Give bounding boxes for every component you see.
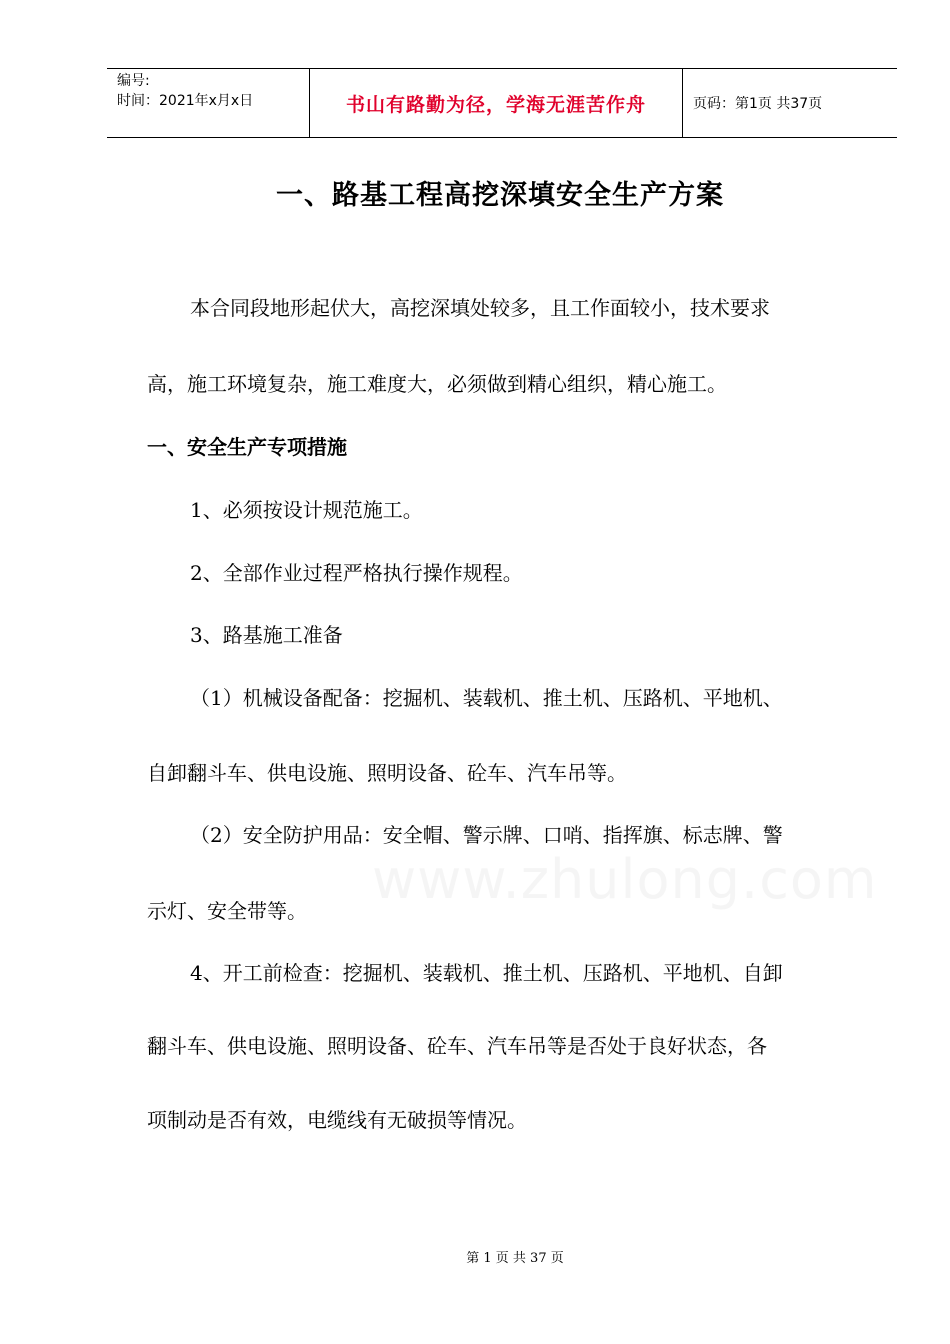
header-motto-cell xyxy=(310,69,683,137)
time-label: 时间：2021年x月x日 xyxy=(117,93,254,109)
document-title: 一、路基工程高挖深填安全生产方案 xyxy=(276,180,724,211)
item-2: 2、全部作业过程严格执行操作规程。 xyxy=(190,561,523,585)
item-4-line-2: 翻斗车、供电设施、照明设备、砼车、汽车吊等是否处于良好状态，各 xyxy=(147,1034,767,1058)
item-3: 3、路基施工准备 xyxy=(190,623,343,647)
page-info: 页码：第1页 共37页 xyxy=(693,96,823,112)
item-1: 1、必须按设计规范施工。 xyxy=(190,498,423,522)
intro-line-1: 本合同段地形起伏大，高挖深填处较多，且工作面较小，技术要求 xyxy=(190,296,770,320)
intro-line-2: 高，施工环境复杂，施工难度大，必须做到精心组织，精心施工。 xyxy=(147,372,727,396)
sub-2-line-1: （2）安全防护用品：安全帽、警示牌、口哨、指挥旗、标志牌、警 xyxy=(190,823,783,847)
motto: 书山有路勤为径，学海无涯苦作舟 xyxy=(345,93,646,116)
sub-2-line-2: 示灯、安全带等。 xyxy=(147,899,307,923)
sub-1-line-2: 自卸翻斗车、供电设施、照明设备、砼车、汽车吊等。 xyxy=(147,761,627,785)
page-footer: 第 1 页 共 37 页 xyxy=(466,1251,564,1266)
watermark: www.zhulong.com xyxy=(372,848,878,911)
document-header xyxy=(107,68,897,138)
header-page-cell xyxy=(683,69,897,137)
section-heading: 一、安全生产专项措施 xyxy=(147,435,347,459)
sub-1-line-1: （1）机械设备配备：挖掘机、装载机、推土机、压路机、平地机、 xyxy=(190,686,783,710)
item-4-line-3: 项制动是否有效，电缆线有无破损等情况。 xyxy=(147,1108,527,1132)
number-label: 编号: xyxy=(117,73,150,89)
item-4-line-1: 4、开工前检查：挖掘机、装载机、推土机、压路机、平地机、自卸 xyxy=(190,961,783,985)
header-meta-cell xyxy=(107,69,310,137)
